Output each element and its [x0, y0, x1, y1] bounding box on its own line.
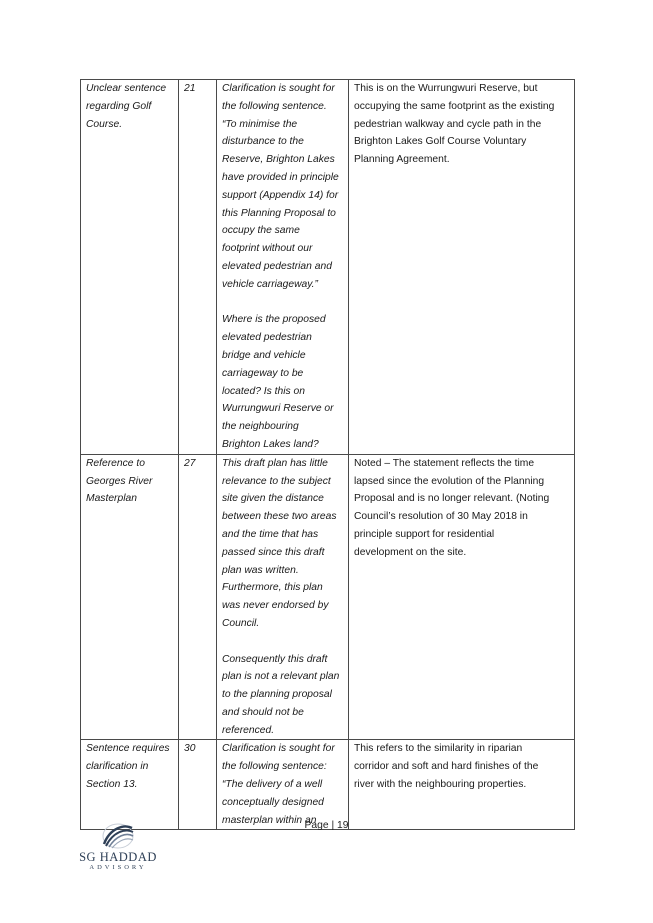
reference-cell: 30	[179, 740, 217, 830]
page-number: Page | 19	[304, 820, 349, 831]
issue-cell: Sentence requires clarification in Section 13.	[81, 740, 179, 830]
company-logo	[78, 820, 158, 874]
response-cell: This is on the Wurrungwuri Reserve, but occupying the same footprint as the existing pedestrian walkway and cycle path in the Brighton Lakes Golf Course Voluntary Planning Agreement.	[349, 80, 575, 455]
table-row	[81, 80, 575, 455]
logo-swoosh-icon	[100, 820, 136, 850]
issue-cell: Reference to Georges River Masterplan	[81, 454, 179, 740]
table-row	[81, 454, 575, 740]
comment-cell: Clarification is sought for the following sentence: “The delivery of a well conceptually designed masterplan within an	[217, 740, 349, 830]
reference-cell: 21	[179, 80, 217, 455]
logo-subtitle: ADVISORY	[89, 864, 147, 871]
reference-cell: 27	[179, 454, 217, 740]
comment-cell: This draft plan has little relevance to the subject site given the distance between these two areas and the time that has passed since this draft plan was written. Furthermore, this plan was never endorsed by Council. Consequently this draft plan is not a relevant plan to the planning proposal and should not be referenced.	[217, 454, 349, 740]
logo-name: SG HADDAD	[79, 850, 157, 864]
comment-cell: Clarification is sought for the following sentence. “To minimise the disturbance to the Reserve, Brighton Lakes have provided in principle support (Appendix 14) for this Planning Proposal to occupy the same footprint without our elevated pedestrian and vehicle carriageway.” Where is the proposed elevated pedestrian bridge and vehicle carriageway to be located? Is this on Wurrungwuri Reserve or the neighbouring Brighton Lakes land?	[217, 80, 349, 455]
response-cell: Noted – The statement reflects the time lapsed since the evolution of the Planning Proposal and is no longer relevant. (Noting Council’s resolution of 30 May 2018 in principle support for residential development on the site.	[349, 454, 575, 740]
response-cell: This refers to the similarity in riparian corridor and soft and hard finishes of the river with the neighbouring properties.	[349, 740, 575, 830]
issue-cell: Unclear sentence regarding Golf Course.	[81, 80, 179, 455]
table-row	[81, 740, 575, 830]
feedback-table	[80, 79, 575, 830]
